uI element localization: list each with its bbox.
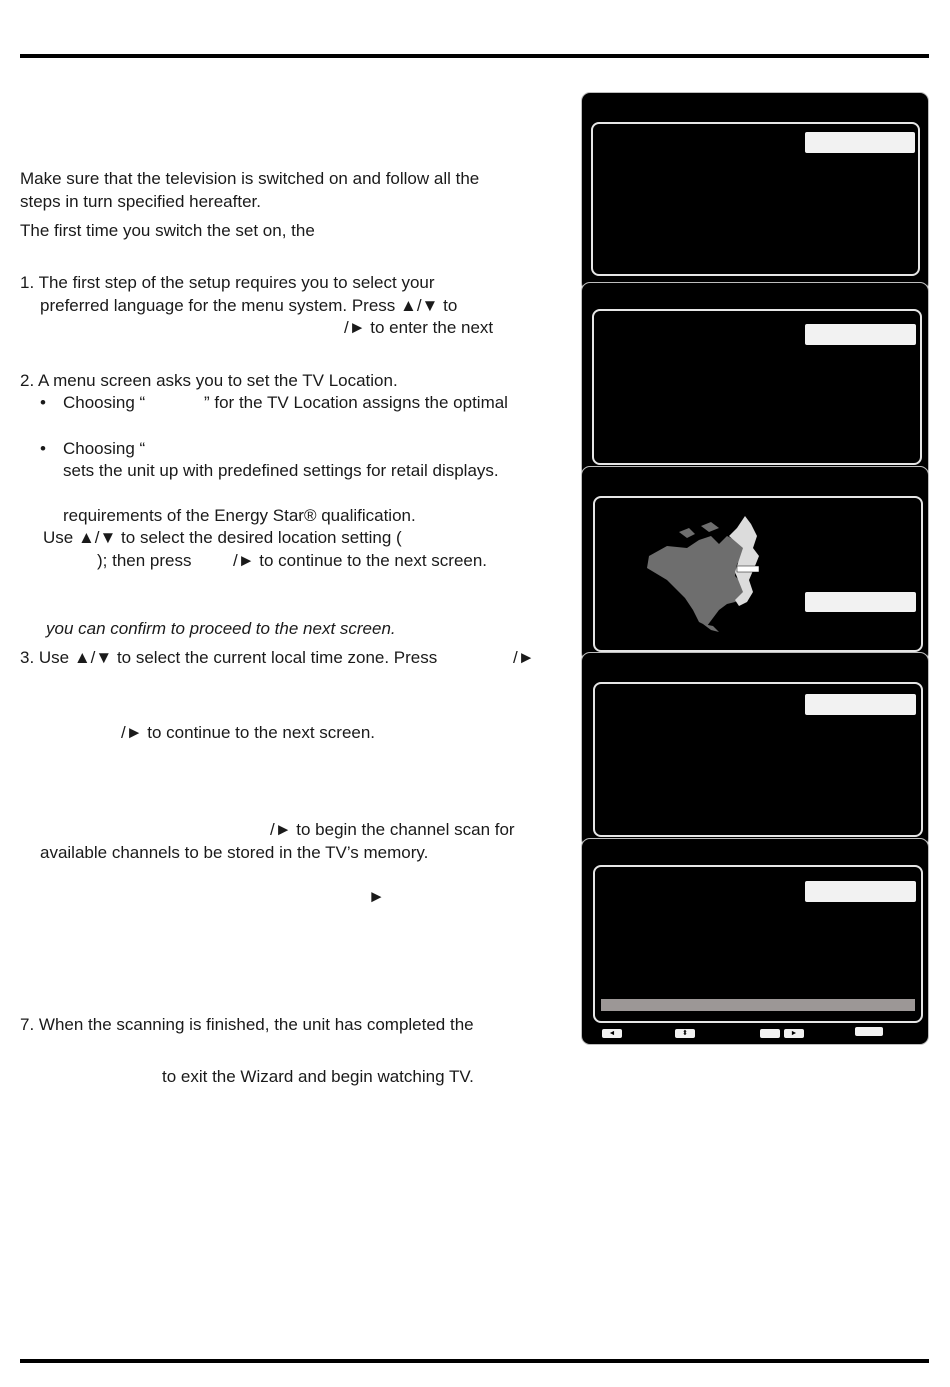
step2-confirm-note: you can confirm to proceed to the next screen.: [46, 619, 396, 638]
intro-line-1: Make sure that the television is switched on and follow all the: [20, 169, 480, 188]
bottom-rule: [20, 1359, 929, 1363]
step3-arrow: /►: [513, 648, 535, 667]
step3-line-1: 3. Use ▲/▼ to select the current local time zone. Press: [20, 648, 438, 667]
step7-line-2: to exit the Wizard and begin watching TV.: [162, 1067, 474, 1086]
enter-key-icon: [760, 1029, 780, 1038]
timezone-menu-panel: [593, 496, 923, 652]
step2-line-1: 2. A menu screen asks you to set the TV Location.: [20, 371, 398, 390]
language-menu-panel: [591, 122, 920, 276]
step1-line-1: 1. The first step of the setup requires you to select your: [20, 273, 435, 292]
tv-screen-language: [581, 92, 929, 292]
step1-line-3: /► to enter the next: [344, 318, 494, 337]
location-menu-panel: [592, 309, 922, 465]
step2-continue: /► to continue to the next screen.: [233, 551, 488, 570]
scan-highlight: [805, 694, 916, 715]
step2-bullet-2: •: [40, 439, 46, 458]
step7-line-1: 7. When the scanning is finished, the unit has completed the: [20, 1015, 474, 1034]
progress-highlight: [805, 881, 916, 902]
exit-key-icon: [855, 1027, 883, 1036]
top-rule: [20, 54, 929, 58]
scan-line-2: available channels to be stored in the TV’s memory.: [40, 843, 429, 862]
timezone-highlight: [805, 592, 916, 612]
scan-arrow: ►: [368, 887, 385, 906]
scan-progress-bar: [601, 999, 915, 1011]
tv-screen-timezone: [581, 466, 929, 662]
step3-continue: /► to continue to the next screen.: [121, 723, 376, 742]
north-america-map-icon: [639, 506, 769, 634]
step1-line-2: preferred language for the menu system. Press ▲/▼ to: [40, 296, 458, 315]
step2-retail-line: sets the unit up with predefined settings for retail displays.: [63, 461, 499, 480]
tv-screen-channel-scan: [581, 652, 929, 848]
left-key-icon: ◄: [602, 1029, 622, 1038]
step2-then-press: ); then press: [97, 551, 192, 570]
intro-line-2: steps in turn specified hereafter.: [20, 192, 261, 211]
scan-line-1: /► to begin the channel scan for: [270, 820, 515, 839]
language-highlight: [805, 132, 915, 153]
up-down-key-icon: ⬍: [675, 1029, 695, 1038]
tv-screen-location: [581, 282, 929, 478]
step2-bullet-1: •: [40, 393, 46, 412]
progress-menu-panel: [593, 865, 923, 1023]
scan-menu-panel: [593, 682, 923, 837]
step2-energy-line: requirements of the Energy Star® qualification.: [63, 506, 416, 525]
step2-choosing-1-end: ” for the TV Location assigns the optimal: [204, 393, 508, 412]
right-key-icon: ►: [784, 1029, 804, 1038]
step2-choosing-2: Choosing “: [63, 439, 146, 458]
step2-choosing-1: Choosing “: [63, 393, 146, 412]
location-highlight: [805, 324, 916, 345]
step2-use-line: Use ▲/▼ to select the desired location setting (: [43, 528, 402, 547]
tv-screen-scan-progress: [581, 838, 929, 1045]
intro-line-3: The first time you switch the set on, the: [20, 221, 315, 240]
